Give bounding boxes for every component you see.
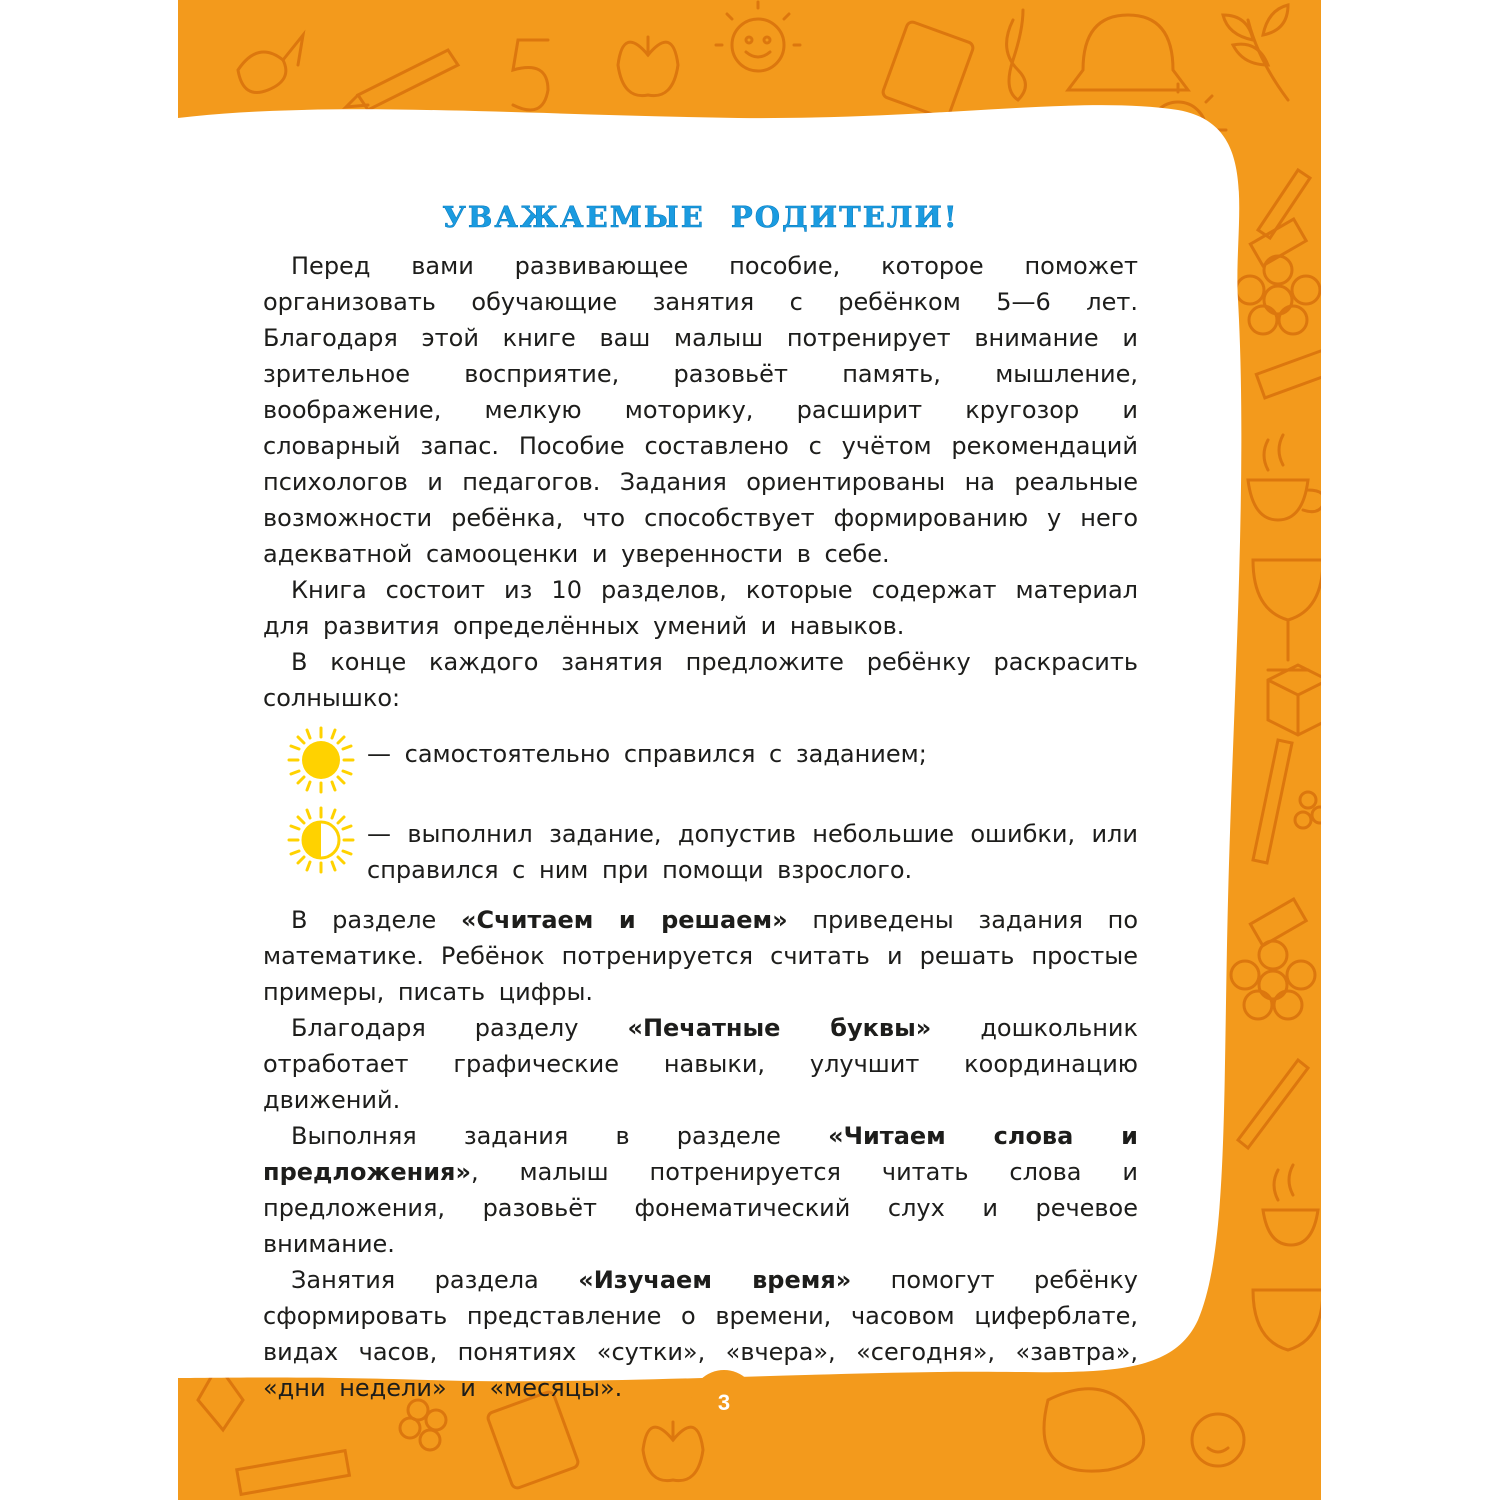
legend-text: — самостоятельно справился с заданием; [367, 740, 927, 768]
section-paragraph: В разделе «Считаем и решаем» приведены задания по математике. Ребёнок потренируется считать и решать простые примеры, писать цифры. [263, 906, 1138, 1006]
full-sun-icon [285, 724, 357, 796]
intro-paragraph: Перед вами развивающее пособие, которое поможет организовать обучающие занятия с ребёнком 5—6 лет. Благодаря этой книге ваш малыш потренирует внимание и зрительное восприятие, разовьёт память, мышление, воображение, мелкую моторику, расширит кругозор и словарный запас. Пособие составлено с учётом рекомендаций психологов и педагогов. Задания ориентированы на реальные возможности ребёнка, что способствует формированию у него адекватной самооценки и уверенности в себе. [263, 252, 1138, 568]
page-title: УВАЖАЕМЫЕ РОДИТЕЛИ! [442, 200, 959, 234]
half-sun-icon [285, 804, 357, 876]
legend-item-half [263, 804, 1138, 888]
section-name: «Читаем слова и предложения» [263, 1122, 1138, 1186]
page-number: 3 [691, 1370, 757, 1436]
section-paragraph: Благодаря разделу «Печатные буквы» дошкольник отработает графические навыки, улучшит координацию движений. [263, 1014, 1139, 1114]
section-name: «Печатные буквы» [627, 1014, 932, 1042]
main-text [263, 200, 1138, 1406]
section-name: «Считаем и решаем» [461, 906, 788, 934]
intro-paragraph: Книга состоит из 10 разделов, которые содержат материал для развития определённых умений и навыков. [263, 576, 1138, 640]
book-page [178, 0, 1321, 1500]
intro-paragraph: В конце каждого занятия предложите ребёнку раскрасить солнышко: [263, 648, 1138, 712]
section-paragraph: Занятия раздела «Изучаем время» помогут ребёнку сформировать представление о времени, часовом циферблате, видах часов, понятиях «сутки», «вчера», «сегодня», «завтра», «дни недели» и «месяцы». [263, 1266, 1139, 1402]
legend-item-full [263, 724, 1138, 796]
legend-text: — выполнил задание, допустив небольшие ошибки, или справился с ним при помощи взрослого. [367, 820, 1138, 884]
section-name: «Изучаем время» [578, 1266, 852, 1294]
section-paragraph: Выполняя задания в разделе «Читаем слова и предложения», малыш потренируется читать слова и предложения, разовьёт фонематический слух и речевое внимание. [263, 1122, 1138, 1258]
